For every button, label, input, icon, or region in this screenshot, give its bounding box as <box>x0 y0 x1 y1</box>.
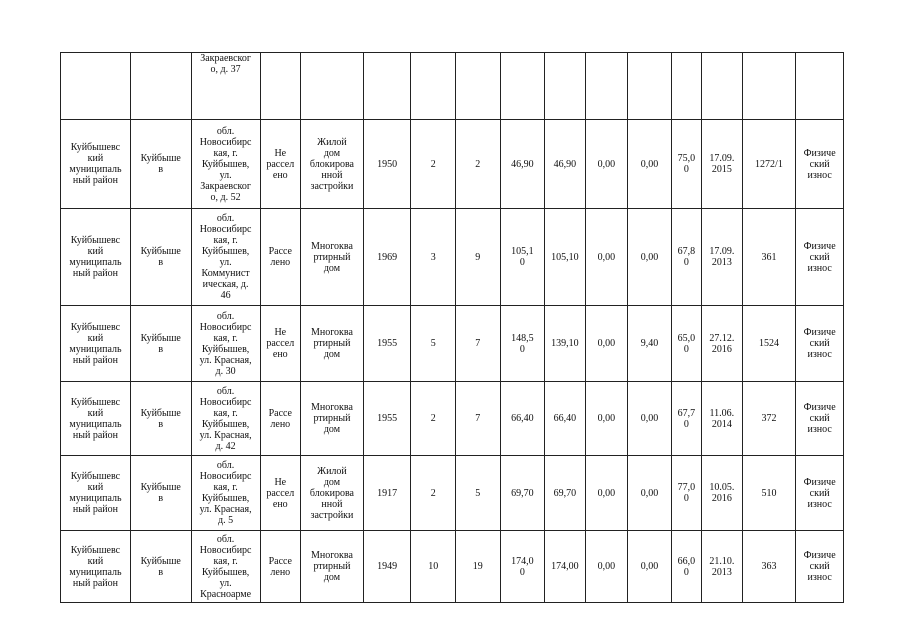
cell-area-living: 174,00 <box>545 531 586 603</box>
cell-year <box>363 53 411 120</box>
cell-area-nonres: 0,00 <box>585 209 628 306</box>
cell-district: Куйбышевс кий муниципаль ный район <box>61 120 131 209</box>
cell-type: Многоква ртирный дом <box>301 306 364 382</box>
cell-apartments <box>456 53 501 120</box>
cell-settlement: Куйбыше в <box>130 120 191 209</box>
cell-area-other: 0,00 <box>628 120 672 209</box>
cell-area-total: 105,1 0 <box>500 209 545 306</box>
cell-address: обл. Новосибирс кая, г. Куйбышев, ул. Закраевског о, д. 52 <box>191 120 260 209</box>
cell-date: 17.09. 2013 <box>702 209 743 306</box>
cell-wear: 75,0 0 <box>671 120 701 209</box>
cell-area-living: 69,70 <box>545 456 586 531</box>
cell-apartments: 9 <box>456 209 501 306</box>
cell-address: обл. Новосибирс кая, г. Куйбышев, ул. Красная, д. 5 <box>191 456 260 531</box>
cell-doc-no: 361 <box>742 209 796 306</box>
cell-wear <box>671 53 701 120</box>
cell-area-living: 46,90 <box>545 120 586 209</box>
cell-reason: Физиче ский износ <box>796 209 844 306</box>
cell-type: Жилой дом блокирова нной застройки <box>301 456 364 531</box>
cell-reason: Физиче ский износ <box>796 531 844 603</box>
cell-year: 1917 <box>363 456 411 531</box>
cell-reason: Физиче ский износ <box>796 306 844 382</box>
cell-wear: 67,8 0 <box>671 209 701 306</box>
cell-doc-no: 1272/1 <box>742 120 796 209</box>
cell-wear: 65,0 0 <box>671 306 701 382</box>
cell-district: Куйбышевс кий муниципаль ный район <box>61 531 131 603</box>
cell-status: Не рассел ено <box>260 456 301 531</box>
cell-type: Жилой дом блокирова нной застройки <box>301 120 364 209</box>
cell-address: Закраевског о, д. 37 <box>191 53 260 120</box>
cell-floors <box>411 53 456 120</box>
cell-status: Рассе лено <box>260 382 301 456</box>
cell-area-living: 105,10 <box>545 209 586 306</box>
cell-district: Куйбышевс кий муниципаль ный район <box>61 306 131 382</box>
table-row <box>61 53 844 120</box>
cell-area-total <box>500 53 545 120</box>
cell-date: 21.10. 2013 <box>702 531 743 603</box>
table-row <box>61 531 844 603</box>
cell-area-nonres: 0,00 <box>585 306 628 382</box>
cell-settlement: Куйбыше в <box>130 456 191 531</box>
cell-year: 1955 <box>363 306 411 382</box>
cell-floors: 3 <box>411 209 456 306</box>
cell-floors: 10 <box>411 531 456 603</box>
cell-apartments: 19 <box>456 531 501 603</box>
cell-address: обл. Новосибирс кая, г. Куйбышев, ул. Красная, д. 30 <box>191 306 260 382</box>
cell-status: Не рассел ено <box>260 120 301 209</box>
cell-floors: 2 <box>411 382 456 456</box>
cell-wear: 66,0 0 <box>671 531 701 603</box>
cell-district: Куйбышевс кий муниципаль ный район <box>61 382 131 456</box>
table-body <box>61 53 844 603</box>
cell-apartments: 7 <box>456 382 501 456</box>
cell-address: обл. Новосибирс кая, г. Куйбышев, ул. Коммунист ическая, д. 46 <box>191 209 260 306</box>
cell-area-other: 9,40 <box>628 306 672 382</box>
cell-apartments: 2 <box>456 120 501 209</box>
cell-area-other: 0,00 <box>628 456 672 531</box>
cell-district: Куйбышевс кий муниципаль ный район <box>61 456 131 531</box>
cell-floors: 2 <box>411 120 456 209</box>
cell-area-nonres: 0,00 <box>585 456 628 531</box>
cell-reason: Физиче ский износ <box>796 382 844 456</box>
table-row <box>61 456 844 531</box>
cell-area-other: 0,00 <box>628 382 672 456</box>
cell-settlement: Куйбыше в <box>130 209 191 306</box>
cell-year: 1955 <box>363 382 411 456</box>
cell-settlement <box>130 53 191 120</box>
cell-wear: 77,0 0 <box>671 456 701 531</box>
cell-settlement: Куйбыше в <box>130 306 191 382</box>
cell-area-other <box>628 53 672 120</box>
cell-doc-no: 1524 <box>742 306 796 382</box>
cell-doc-no: 372 <box>742 382 796 456</box>
cell-district: Куйбышевс кий муниципаль ный район <box>61 209 131 306</box>
cell-date: 10.05. 2016 <box>702 456 743 531</box>
cell-status: Не рассел ено <box>260 306 301 382</box>
cell-address: обл. Новосибирс кая, г. Куйбышев, ул. Красная, д. 42 <box>191 382 260 456</box>
cell-type: Многоква ртирный дом <box>301 209 364 306</box>
cell-doc-no: 363 <box>742 531 796 603</box>
cell-area-nonres: 0,00 <box>585 120 628 209</box>
cell-floors: 5 <box>411 306 456 382</box>
cell-area-nonres: 0,00 <box>585 531 628 603</box>
cell-settlement: Куйбыше в <box>130 531 191 603</box>
cell-apartments: 7 <box>456 306 501 382</box>
cell-area-total: 66,40 <box>500 382 545 456</box>
cell-reason: Физиче ский износ <box>796 456 844 531</box>
table-row <box>61 306 844 382</box>
cell-area-other: 0,00 <box>628 209 672 306</box>
cell-reason: Физиче ский износ <box>796 120 844 209</box>
cell-area-nonres: 0,00 <box>585 382 628 456</box>
cell-address: обл. Новосибирс кая, г. Куйбышев, ул. Красноарме <box>191 531 260 603</box>
cell-area-total: 46,90 <box>500 120 545 209</box>
table-row <box>61 120 844 209</box>
table-row <box>61 382 844 456</box>
cell-area-total: 69,70 <box>500 456 545 531</box>
cell-date: 11.06. 2014 <box>702 382 743 456</box>
table-row <box>61 209 844 306</box>
cell-year: 1950 <box>363 120 411 209</box>
cell-reason <box>796 53 844 120</box>
cell-doc-no <box>742 53 796 120</box>
cell-area-total: 174,0 0 <box>500 531 545 603</box>
cell-area-living: 139,10 <box>545 306 586 382</box>
cell-status: Рассе лено <box>260 209 301 306</box>
cell-area-living <box>545 53 586 120</box>
cell-doc-no: 510 <box>742 456 796 531</box>
cell-type: Многоква ртирный дом <box>301 382 364 456</box>
cell-type: Многоква ртирный дом <box>301 531 364 603</box>
cell-date: 27.12. 2016 <box>702 306 743 382</box>
cell-floors: 2 <box>411 456 456 531</box>
cell-area-total: 148,5 0 <box>500 306 545 382</box>
cell-type <box>301 53 364 120</box>
cell-settlement: Куйбыше в <box>130 382 191 456</box>
cell-status <box>260 53 301 120</box>
housing-table <box>60 52 844 603</box>
cell-date <box>702 53 743 120</box>
cell-wear: 67,7 0 <box>671 382 701 456</box>
cell-district <box>61 53 131 120</box>
cell-date: 17.09. 2015 <box>702 120 743 209</box>
cell-area-nonres <box>585 53 628 120</box>
cell-area-other: 0,00 <box>628 531 672 603</box>
cell-status: Рассе лено <box>260 531 301 603</box>
cell-year: 1969 <box>363 209 411 306</box>
cell-year: 1949 <box>363 531 411 603</box>
cell-area-living: 66,40 <box>545 382 586 456</box>
cell-apartments: 5 <box>456 456 501 531</box>
